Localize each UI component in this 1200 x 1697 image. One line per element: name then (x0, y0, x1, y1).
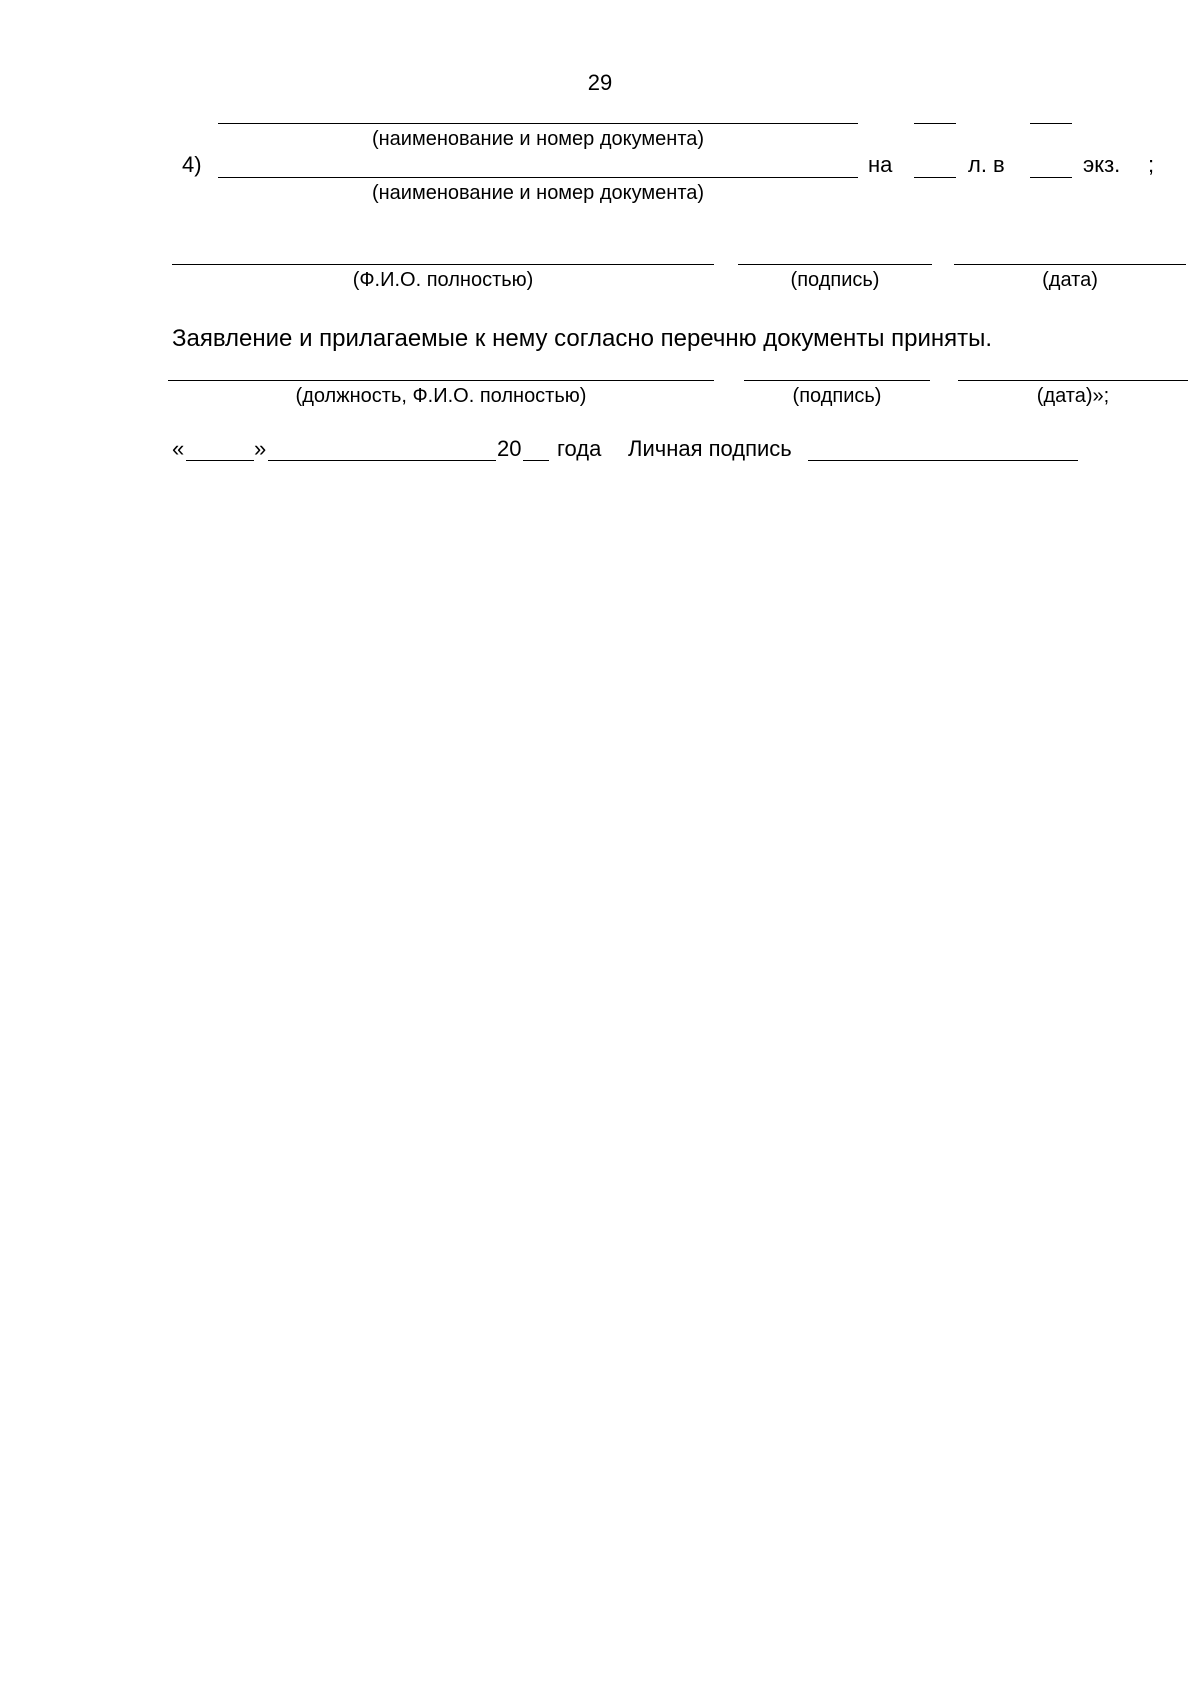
year-word: года (557, 436, 602, 461)
official-signature-line[interactable] (744, 380, 930, 381)
close-quote: » (254, 436, 267, 461)
signature-caption: (подпись) (792, 385, 882, 407)
date-caption: (дата)»; (1036, 385, 1110, 407)
applicant-signature-line[interactable] (738, 264, 932, 265)
copies-count-line[interactable] (1030, 177, 1072, 178)
position-fio-caption: (должность, Ф.И.О. полностью) (295, 385, 587, 407)
applicant-date-line[interactable] (954, 264, 1186, 265)
month-line[interactable] (268, 460, 496, 461)
copies-label: экз. (1083, 152, 1121, 177)
personal-signature-line[interactable] (808, 460, 1078, 461)
applicant-fio-line[interactable] (172, 264, 714, 265)
day-line[interactable] (186, 460, 254, 461)
date-caption: (дата) (1042, 269, 1098, 291)
document-name-line[interactable] (218, 177, 858, 178)
sheets-count-line[interactable] (914, 177, 956, 178)
document-name-line[interactable] (218, 123, 858, 124)
personal-signature-label: Личная подпись (628, 436, 792, 461)
item-number: 4) (182, 152, 202, 177)
official-fio-line[interactable] (168, 380, 714, 381)
page-number: 29 (587, 70, 613, 95)
sheets-label: л. в (968, 152, 1005, 177)
copies-count-line[interactable] (1030, 123, 1072, 124)
semicolon: ; (1148, 152, 1155, 177)
official-date-line[interactable] (958, 380, 1188, 381)
fio-caption: (Ф.И.О. полностью) (352, 269, 534, 291)
year-prefix: 20 (497, 436, 522, 461)
signature-caption: (подпись) (790, 269, 880, 291)
sheets-count-line[interactable] (914, 123, 956, 124)
document-name-caption: (наименование и номер документа) (371, 182, 705, 204)
on-label: на (868, 152, 893, 177)
open-quote: « (172, 436, 185, 461)
acceptance-statement: Заявление и прилагаемые к нему согласно перечню документы приняты. (172, 325, 993, 352)
document-name-caption: (наименование и номер документа) (371, 128, 705, 150)
year-line[interactable] (523, 460, 549, 461)
